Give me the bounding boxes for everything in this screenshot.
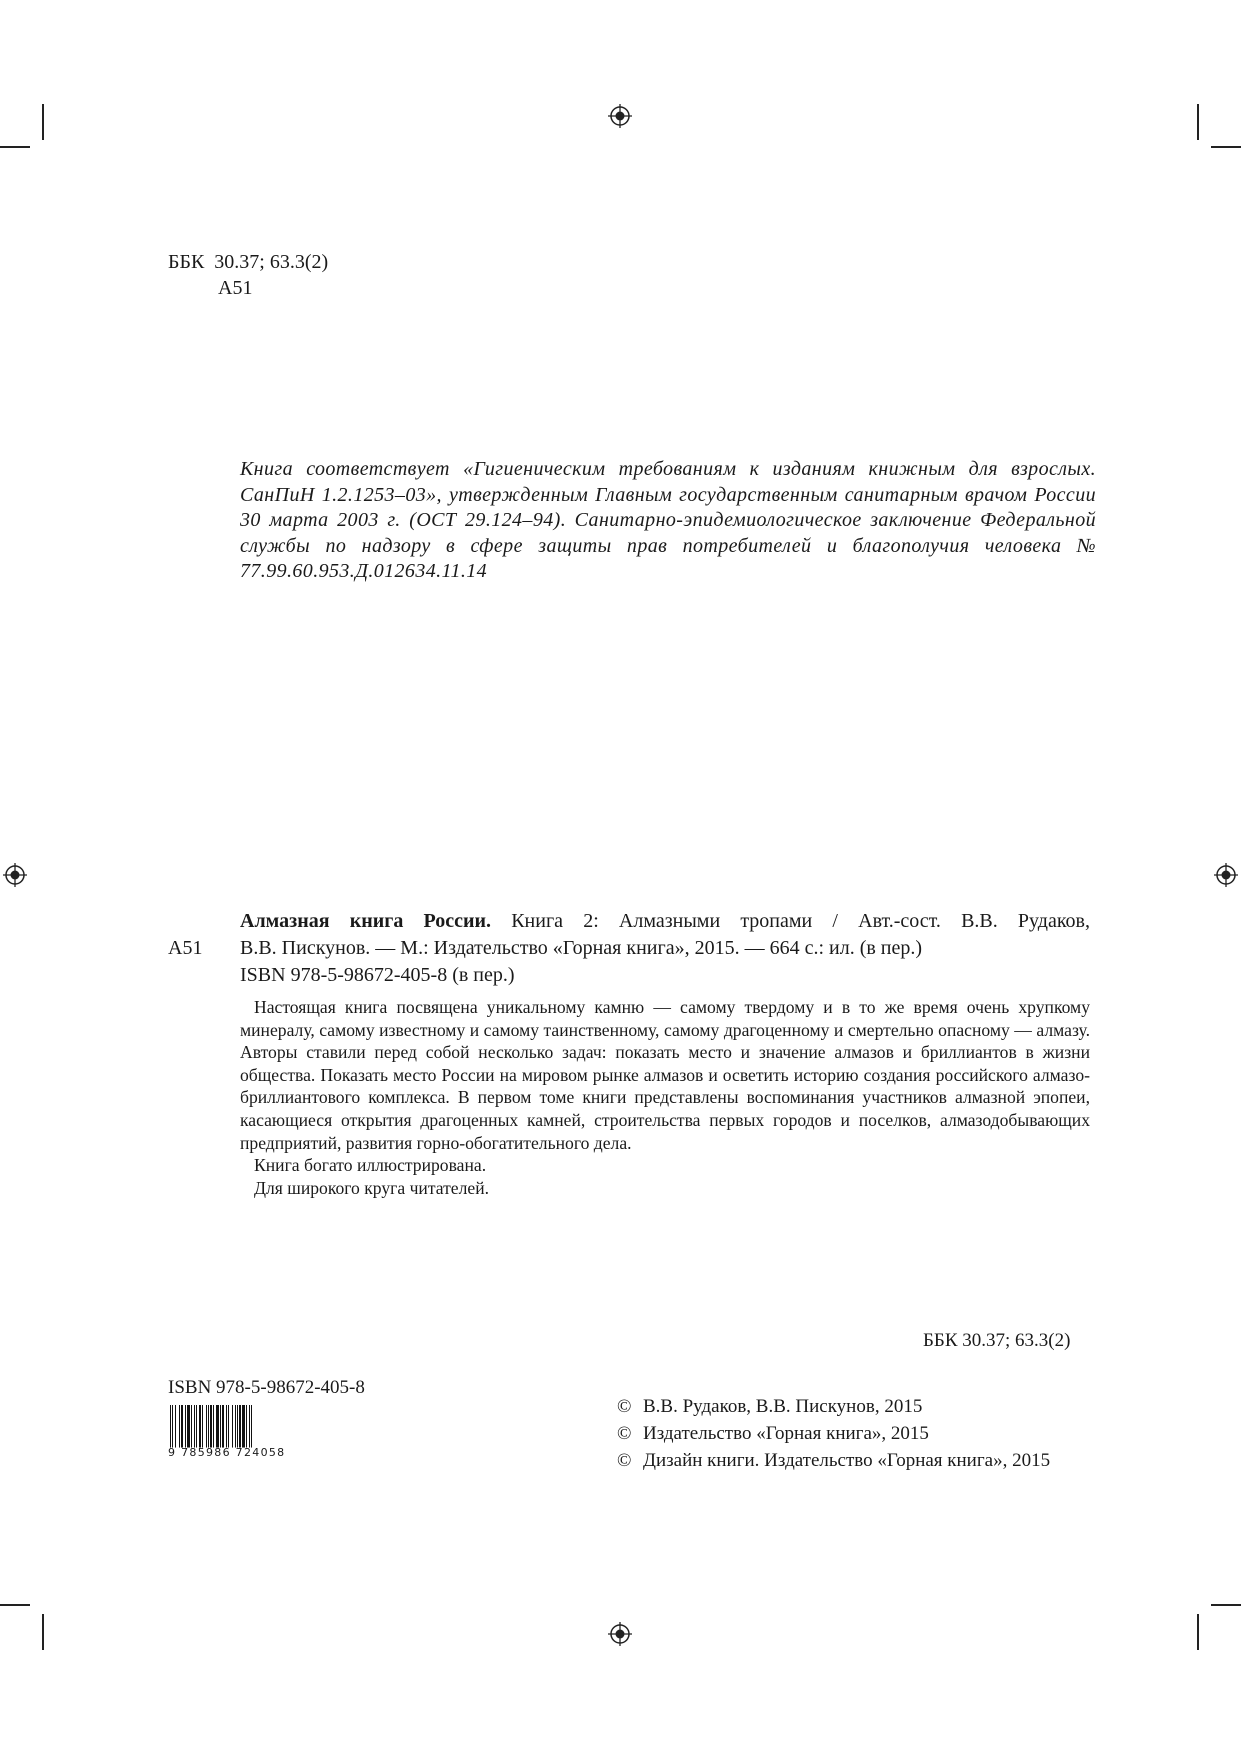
hygiene-notice: Книга соответствует «Гигиеническим требованиям к изданиям книжным для взрослых. СанПиН 1.2.1253–03», утвержденным Главным государственным санитарным врачом России 30 марта 2003 г. (ОСТ 29.124–94). Санитарно-эпидемиологическое заключение Федеральной службы по надзору в сфере защиты прав потребителей и благополучия человека № 77.99.60.953.Д.012634.11.14 <box>240 458 1096 582</box>
author-mark-top: А51 <box>218 277 253 299</box>
copyright-line: © В.В. Рудаков, В.В. Пискунов, 2015 <box>617 1396 923 1417</box>
crop-mark-icon <box>42 1614 44 1650</box>
copyright-line: © Дизайн книги. Издательство «Горная книга», 2015 <box>617 1450 1051 1471</box>
catalog-entry-line1-rest: Книга 2: Алмазными тропами / Авт.-сост. В.В. Рудаков, <box>491 910 1090 932</box>
crop-mark-icon <box>1211 1604 1241 1606</box>
catalog-entry-line2: В.В. Пискунов. — М.: Издательство «Горная книга», 2015. — 664 с.: ил. (в пер.) <box>240 937 923 959</box>
barcode-digits: 9 785986 724058 <box>168 1446 286 1459</box>
registration-mark-icon <box>607 1621 633 1647</box>
crop-mark-icon <box>1211 146 1241 148</box>
crop-mark-icon <box>0 146 30 148</box>
annotation-illustrated: Книга богато иллюстрирована. <box>254 1155 487 1176</box>
bbk-index-top: ББК 30.37; 63.3(2) <box>168 251 329 273</box>
book-title: Алмазная книга России. <box>240 910 492 932</box>
catalog-entry-isbn: ISBN 978-5-98672-405-8 (в пер.) <box>240 964 515 986</box>
crop-mark-icon <box>42 104 44 140</box>
registration-mark-icon <box>2 862 28 888</box>
crop-mark-icon <box>1197 1614 1199 1650</box>
author-mark-entry: А51 <box>168 937 203 959</box>
copyright-line: © Издательство «Горная книга», 2015 <box>617 1423 929 1444</box>
annotation <box>240 996 1090 1199</box>
isbn: ISBN 978-5-98672-405-8 <box>168 1377 365 1398</box>
annotation-audience: Для широкого круга читателей. <box>254 1177 490 1198</box>
annotation-paragraph: Настоящая книга посвящена уникальному камню — самому твердому и в то же время очень хрупкому минералу, самому известному и самому таинственному, самому драгоценному и смертельно опасному — алмазу. Авторы ставили перед собой несколько задач: показать место и значение алмазов и бриллиантов в жизни общества. Показать место России на мировом рынке алмазов и осветить историю создания российского алмазо-бриллиантового комплекса. В первом томе книги представлены воспоминания участников алмазной эпопеи, касающиеся открытия драгоценных камней, строительства первых городов и поселков, алмазодобывающих предприятий, развития горно-обогатительного дела. <box>240 997 1090 1153</box>
bbk-index-bottom: ББК 30.37; 63.3(2) <box>923 1330 1071 1351</box>
catalog-entry-line1 <box>240 908 1090 935</box>
registration-mark-icon <box>607 103 633 129</box>
copyright-block <box>617 1393 1050 1474</box>
crop-mark-icon <box>0 1604 30 1606</box>
registration-mark-icon <box>1213 862 1239 888</box>
crop-mark-icon <box>1197 104 1199 140</box>
catalog-entry <box>240 908 1090 989</box>
